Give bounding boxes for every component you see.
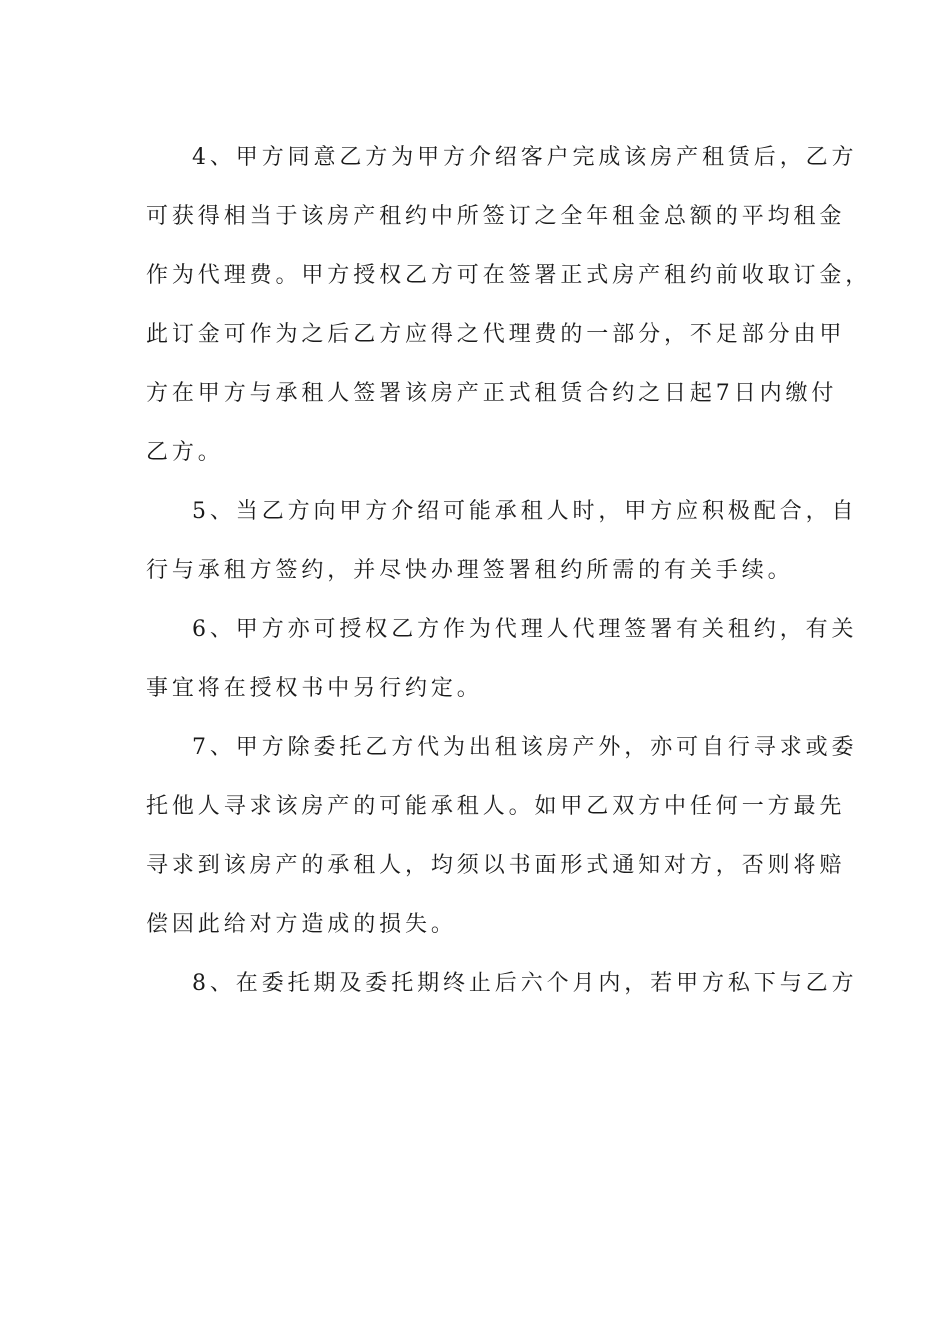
text-line: 5、当乙方向甲方介绍可能承租人时，甲方应积极配合，自 xyxy=(192,499,858,524)
text-line: 4、甲方同意乙方为甲方介绍客户完成该房产租赁后，乙方 xyxy=(192,145,858,170)
text-line: 偿因此给对方造成的损失。 xyxy=(146,912,457,937)
text-line: 托他人寻求该房产的可能承租人。如甲乙双方中任何一方最先 xyxy=(146,794,846,819)
text-line: 作为代理费。甲方授权乙方可在签署正式房产租约前收取订金， xyxy=(146,263,872,288)
document-body xyxy=(146,128,872,1013)
text-line: 事宜将在授权书中另行约定。 xyxy=(146,676,483,701)
text-line: 寻求到该房产的承租人，均须以书面形式通知对方，否则将赔 xyxy=(146,853,846,878)
text-line: 7、甲方除委托乙方代为出租该房产外，亦可自行寻求或委 xyxy=(192,735,858,760)
text-line: 8、在委托期及委托期终止后六个月内，若甲方私下与乙方 xyxy=(192,971,858,996)
text-line: 乙方。 xyxy=(146,440,224,465)
text-line: 方在甲方与承租人签署该房产正式租赁合约之日起7日内缴付 xyxy=(146,381,838,406)
text-line: 行与承租方签约，并尽快办理签署租约所需的有关手续。 xyxy=(146,558,794,583)
text-line: 6、甲方亦可授权乙方作为代理人代理签署有关租约，有关 xyxy=(192,617,858,642)
text-line: 此订金可作为之后乙方应得之代理费的一部分，不足部分由甲 xyxy=(146,322,846,347)
text-line: 可获得相当于该房产租约中所签订之全年租金总额的平均租金 xyxy=(146,204,846,229)
